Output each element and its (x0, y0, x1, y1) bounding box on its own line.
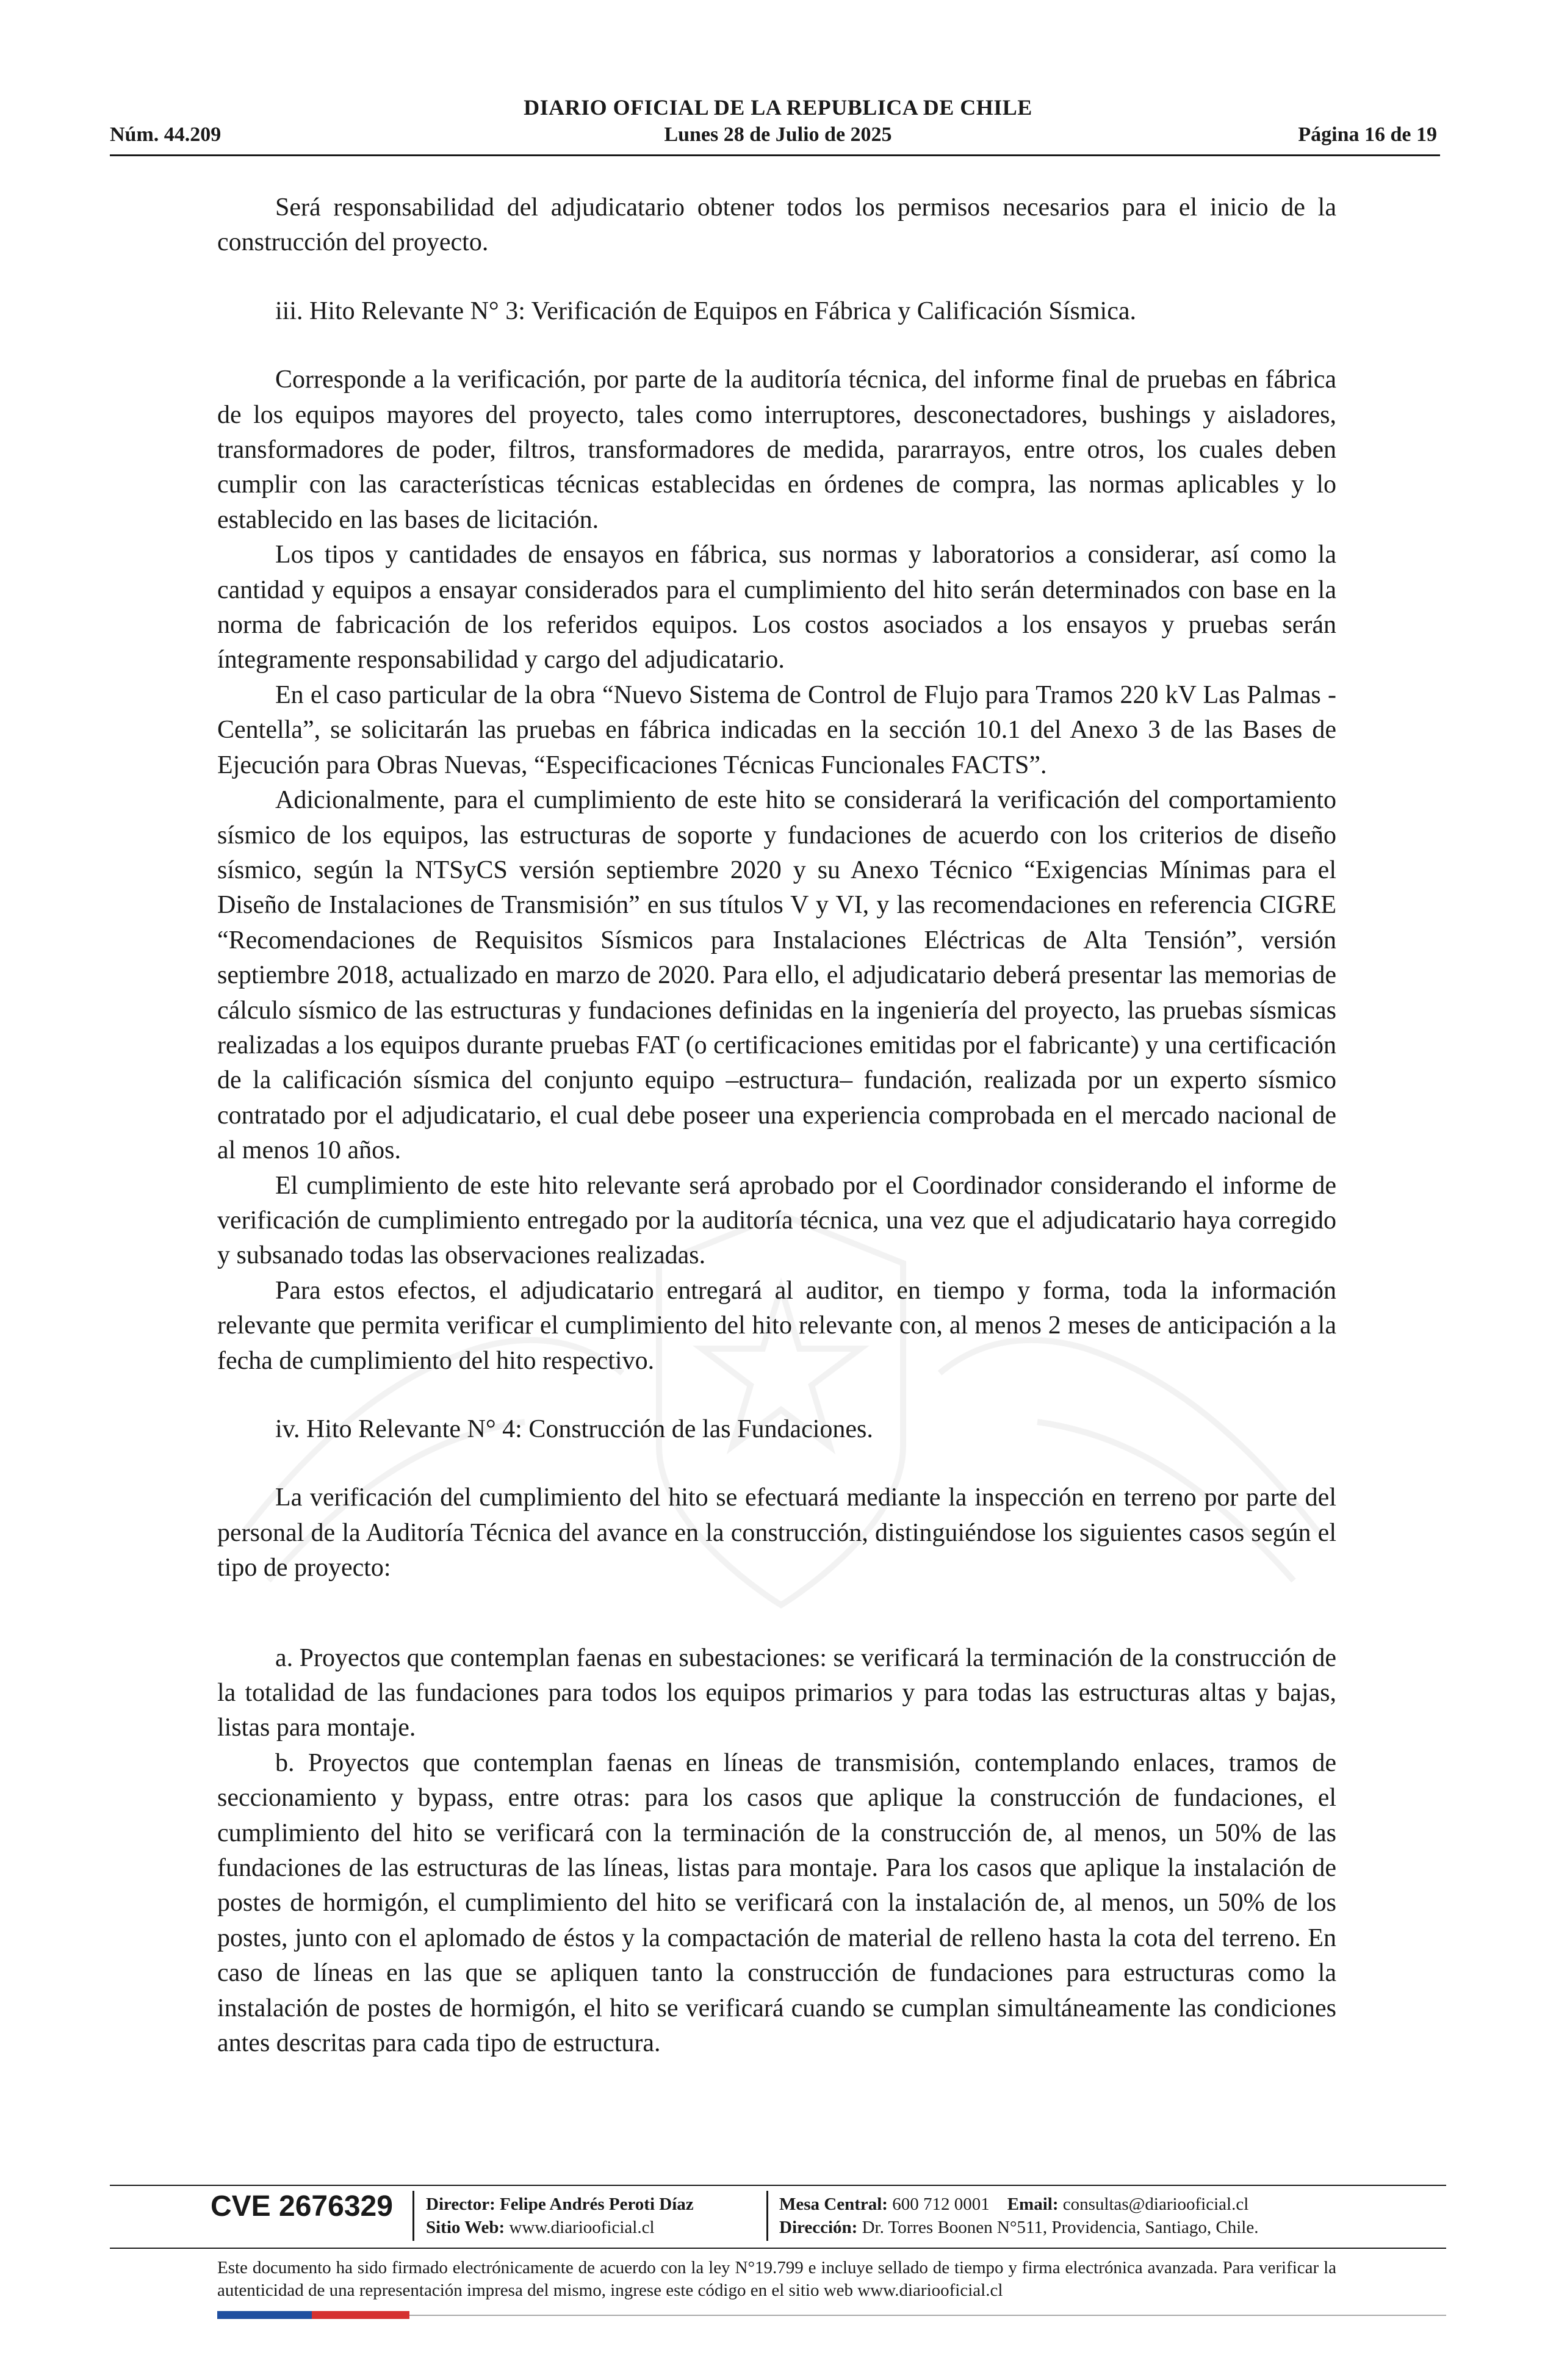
footer-separator (412, 2191, 414, 2241)
header-divider (110, 154, 1440, 156)
email-link[interactable]: consultas@diariooficial.cl (1062, 2194, 1249, 2214)
footer-divider-mid (110, 2248, 1446, 2249)
director-name: Felipe Andrés Peroti Díaz (500, 2194, 694, 2214)
cve-code: CVE 2676329 (211, 2190, 393, 2223)
footer-contact (779, 2193, 1248, 2216)
document-body (217, 190, 1336, 2061)
flag-stripe-red (312, 2311, 409, 2319)
publication-title: DIARIO OFICIAL DE LA REPUBLICA DE CHILE (524, 95, 1032, 120)
website-label: Sitio Web: (426, 2218, 505, 2237)
address-label: Dirección: (779, 2218, 858, 2237)
section-heading-hito-4: iv. Hito Relevante N° 4: Construcción de las Fundaciones. (275, 1415, 873, 1443)
page-number: Página 16 de 19 (1298, 123, 1437, 146)
website-link[interactable]: www.diariooficial.cl (509, 2218, 655, 2237)
paragraph-verificacion: Corresponde a la verificación, por parte de la auditoría técnica, del informe final de pruebas en fábrica de los equipos mayores del proyecto, tales como interruptores, desconectadores, bushings y aisladores, transformadores de poder, filtros, transformadores de medida, pararrayos, entre otros, los cuales deben cumplir con las características técnicas establecidas en órdenes de compra, las normas aplicables y lo establecido en las bases de licitación. (217, 366, 1336, 534)
footer-separator (766, 2191, 768, 2241)
email-label: Email: (1007, 2194, 1059, 2214)
paragraph-ensayos: Los tipos y cantidades de ensayos en fábrica, sus normas y laboratorios a considerar, así como la cantidad y equipos a ensayar considerados para el cumplimiento del hito serán determinados con base en la norma de fabricación de los referidos equipos. Los costos asociados a los ensayos y pruebas serán íntegramente responsabilidad y cargo del adjudicatario. (217, 541, 1336, 674)
paragraph-permisos: Será responsabilidad del adjudicatario obtener todos los permisos necesarios para el inicio de la construcción del proyecto. (217, 193, 1336, 257)
address-value: Dr. Torres Boonen N°511, Providencia, Santiago, Chile. (862, 2218, 1259, 2237)
mesa-phone: 600 712 0001 (892, 2194, 990, 2214)
flag-stripe-blue (217, 2311, 312, 2319)
list-item-subestaciones: a. Proyectos que contemplan faenas en subestaciones: se verificará la terminación de la construcción de la totalidad de las fundaciones para todos los equipos primarios y para todas las estructuras altas y bajas, listas para montaje. (217, 1643, 1336, 1742)
footer-website (426, 2216, 655, 2239)
director-label: Director: (426, 2194, 495, 2214)
issue-number: Núm. 44.209 (110, 123, 222, 146)
paragraph-caso-particular: En el caso particular de la obra “Nuevo Sistema de Control de Flujo para Tramos 220 kV Las Palmas - Centella”, se solicitarán las pruebas en fábrica indicadas en la sección 10.1 del Anexo 3 de las Bases de Ejecución para Obras Nuevas, “Especificaciones Técnicas Funcionales FACTS”. (217, 680, 1336, 779)
footer-divider-bottom (409, 2315, 1446, 2316)
issue-date: Lunes 28 de Julio de 2025 (664, 123, 892, 146)
paragraph-sismico: Adicionalmente, para el cumplimiento de este hito se considerará la verificación del comportamiento sísmico de los equipos, las estructuras de soporte y fundaciones de acuerdo con los criterios de diseño sísmico, según la NTSyCS versión septiembre 2020 y su Anexo Técnico “Exigencias Mínimas para el Diseño de Instalaciones de Transmisión” en sus títulos V y VI, y las recomendaciones en referencia CIGRE “Recomendaciones de Requisitos Sísmicos para Instalaciones Eléctricas de Alta Tensión”, versión septiembre 2018, actualizado en marzo de 2020. Para ello, el adjudicatario deberá presentar las memorias de cálculo sísmico de las estructuras y fundaciones definidas en la ingeniería del proyecto, las pruebas sísmicas realizadas a los equipos durante pruebas FAT (o certificaciones emitidas por el fabricante) y una certificación de la calificación sísmica del conjunto equipo –estructura– fundación, realizada por un experto sísmico contratado por el adjudicatario, el cual debe poseer una experiencia comprobada en el mercado nacional de al menos 10 años. (217, 786, 1336, 1165)
paragraph-aprobacion: El cumplimiento de este hito relevante será aprobado por el Coordinador considerando el informe de verificación de cumplimiento entregado por la auditoría técnica, una vez que el adjudicatario haya corregido y subsanado todas las observaciones realizadas. (217, 1171, 1336, 1270)
mesa-label: Mesa Central: (779, 2194, 888, 2214)
list-item-lineas: b. Proyectos que contemplan faenas en líneas de transmisión, contemplando enlaces, tramos de seccionamiento y bypass, entre otras: para los casos que aplique la construcción de fundaciones, el cumplimiento del hito se verificará con la terminación de la construcción de, al menos, un 50% de las fundaciones de las estructuras de las líneas, listas para montaje. Para los casos que aplique la instalación de postes de hormigón, el cumplimiento del hito se verificará con la instalación de, al menos, un 50% de los postes, junto con el aplomado de éstos y la compactación de material de relleno hasta la cota del terreno. En caso de líneas en las que se apliquen tanto la construcción de fundaciones para estructuras como la instalación de postes de hormigón, el hito se verificará cuando se cumplan simultáneamente las condiciones antes descritas para cada tipo de estructura. (217, 1748, 1336, 2058)
legal-notice: Este documento ha sido firmado electrónicamente de acuerdo con la ley N°19.799 e incluye sellado de tiempo y firma electrónica avanzada. Para verificar la autenticidad de una representación impresa del mismo, ingrese este código en el sitio web www.diariooficial.cl (217, 2258, 1336, 2300)
paragraph-informacion: Para estos efectos, el adjudicatario entregará al auditor, en tiempo y forma, toda la información relevante que permita verificar el cumplimiento del hito relevante con, al menos 2 meses de anticipación a la fecha de cumplimiento del hito respectivo. (217, 1276, 1336, 1375)
footer-address (779, 2216, 1258, 2239)
footer-divider-top (110, 2185, 1446, 2186)
section-heading-hito-3: iii. Hito Relevante N° 3: Verificación de Equipos en Fábrica y Calificación Sísmica. (275, 297, 1136, 325)
footer-director (426, 2193, 694, 2216)
paragraph-inspeccion: La verificación del cumplimiento del hito se efectuará mediante la inspección en terreno por parte del personal de la Auditoría Técnica del avance en la construcción, distinguiéndose los siguientes casos según el tipo de proyecto: (217, 1484, 1336, 1582)
